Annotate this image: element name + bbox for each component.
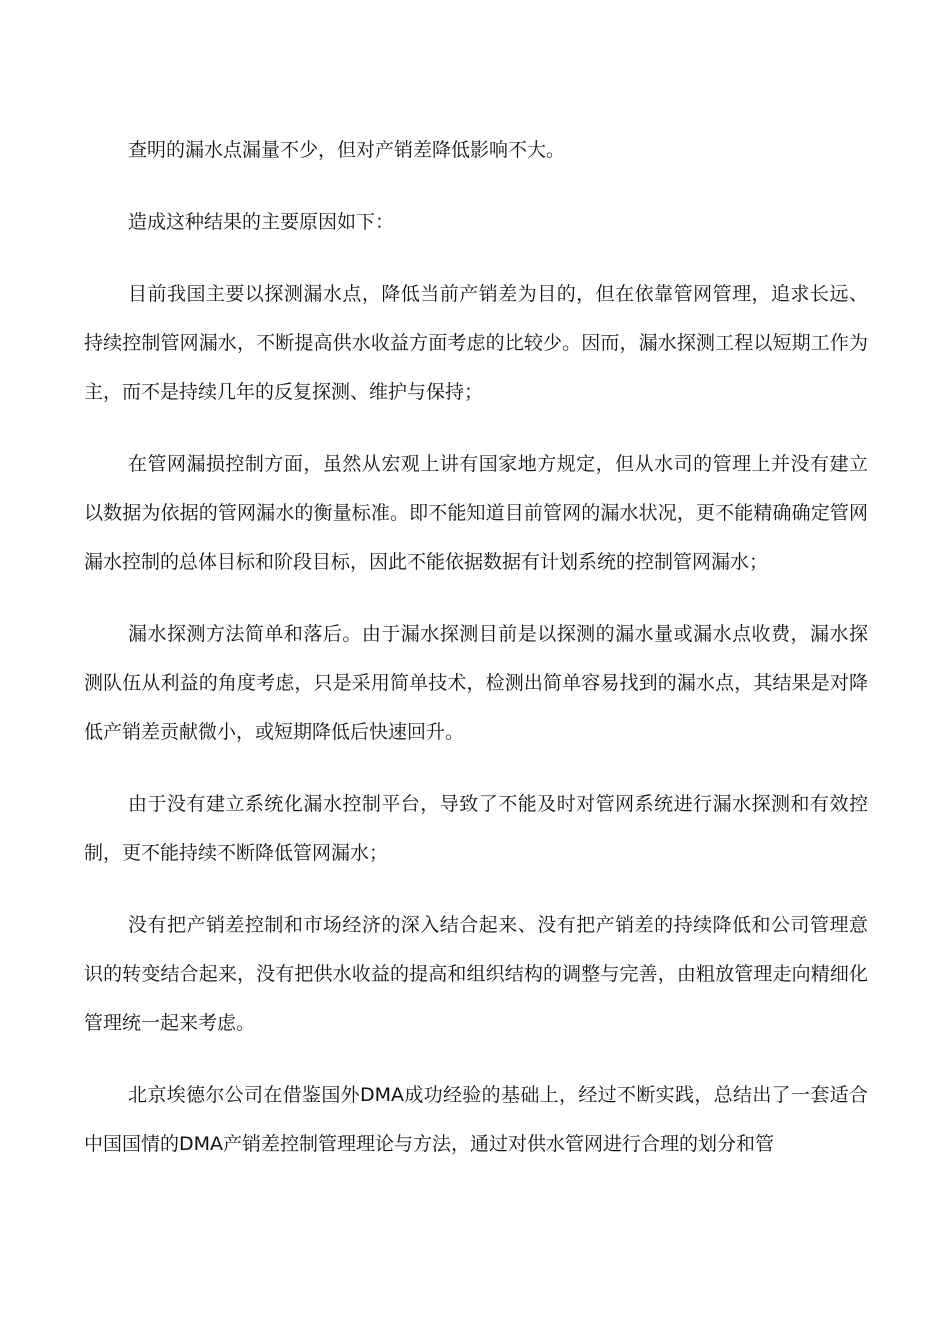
paragraph-7: 没有把产销差控制和市场经济的深入结合起来、没有把产销差的持续降低和公司管理意识的转变结合起来，没有把供水收益的提高和组织结构的调整与完善，由粗放管理走向精细化管理统一起来考虑。 bbox=[84, 914, 868, 1034]
paragraph-8: 北京埃德尔公司在借鉴国外DMA成功经验的基础上，经过不断实践，总结出了一套适合中国国情的DMA产销差控制管理理论与方法，通过对供水管网进行合理的划分和管 bbox=[84, 1084, 868, 1155]
paragraph-6: 由于没有建立系统化漏水控制平台，导致了不能及时对管网系统进行漏水探测和有效控制，更不能持续不断降低管网漏水； bbox=[84, 793, 868, 864]
paragraph-2: 造成这种结果的主要原因如下： bbox=[128, 211, 395, 233]
paragraph-4: 在管网漏损控制方面，虽然从宏观上讲有国家地方规定，但从水司的管理上并没有建立以数据为依据的管网漏水的衡量标准。即不能知道目前管网的漏水状况，更不能精确确定管网漏水控制的总体目标和阶段目标，因此不能依据数据有计划系统的控制管网漏水； bbox=[84, 453, 868, 573]
paragraph-1: 查明的漏水点漏量不少，但对产销差降低影响不大。 bbox=[128, 139, 566, 161]
document-body bbox=[84, 126, 868, 1192]
paragraph-3: 目前我国主要以探测漏水点，降低当前产销差为目的，但在依靠管网管理，追求长远、持续控制管网漏水，不断提高供水收益方面考虑的比较少。因而，漏水探测工程以短期工作为主，而不是持续几年的反复探测、维护与保持； bbox=[84, 283, 868, 403]
paragraph-5: 漏水探测方法简单和落后。由于漏水探测目前是以探测的漏水量或漏水点收费，漏水探测队伍从利益的角度考虑，只是采用简单技术，检测出简单容易找到的漏水点，其结果是对降低产销差贡献微小，或短期降低后快速回升。 bbox=[84, 623, 868, 743]
